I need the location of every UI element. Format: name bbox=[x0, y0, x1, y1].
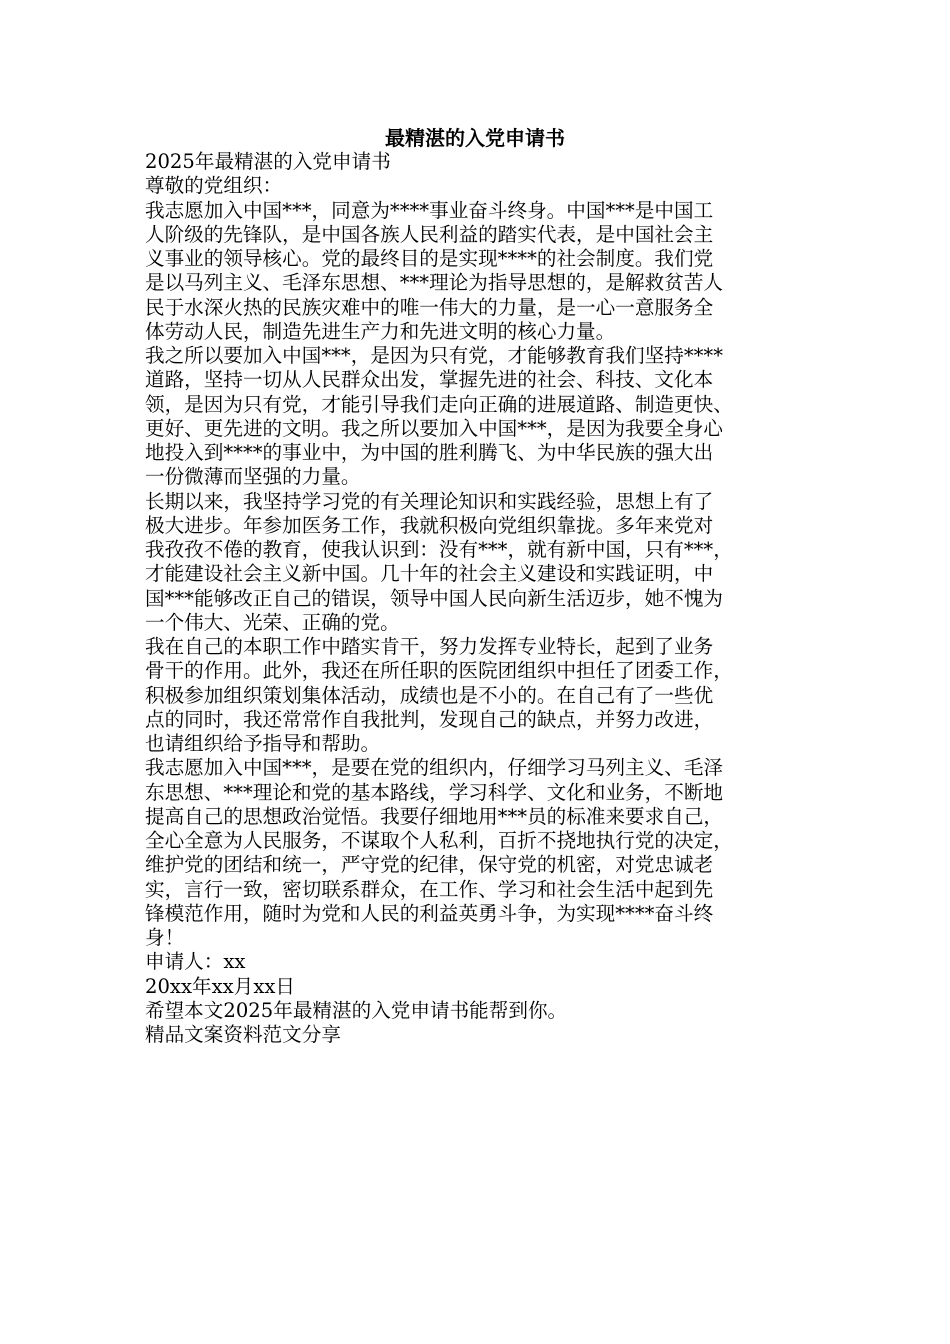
body-line: 2025年最精湛的入党申请书 bbox=[145, 150, 391, 173]
body-line: 锋模范作用，随时为党和人民的利益英勇斗争，为实现****奋斗终 bbox=[145, 901, 714, 925]
body-line: 我在自己的本职工作中踏实肯干，努力发挥专业特长，起到了业务 bbox=[145, 635, 714, 658]
body-line: 我志愿加入中国***，是要在党的组织内，仔细学习马列主义、毛泽 bbox=[145, 756, 724, 780]
body-line: 申请人：xx bbox=[145, 950, 246, 974]
body-line: 义事业的领导核心。党的最终目的是实现****的社会制度。我们党 bbox=[145, 247, 714, 270]
body-line: 人阶级的先锋队，是中国各族人民利益的踏实代表，是中国社会主 bbox=[145, 222, 714, 246]
body-line: 长期以来，我坚持学习党的有关理论知识和实践经验，思想上有了 bbox=[145, 489, 714, 513]
body-line: 是以马列主义、毛泽东思想、***理论为指导思想的，是解救贫苦人 bbox=[145, 271, 724, 295]
body-line: 才能建设社会主义新中国。几十年的社会主义建设和实践证明，中 bbox=[145, 562, 714, 586]
body-line: 更好、更先进的文明。我之所以要加入中国***，是因为我要全身心 bbox=[145, 416, 724, 440]
body-line: 尊敬的党组织： bbox=[145, 174, 283, 198]
body-line: 极大进步。年参加医务工作，我就积极向党组织靠拢。多年来党对 bbox=[145, 513, 714, 537]
body-line: 道路，坚持一切从人民群众出发，掌握先进的社会、科技、文化本 bbox=[145, 368, 714, 392]
body-line: 点的同时，我还常常作自我批判，发现自己的缺点，并努力改进， bbox=[145, 707, 714, 731]
body-line: 20xx年xx月xx日 bbox=[145, 974, 296, 998]
body-line: 精品文案资料范文分享 bbox=[145, 1023, 341, 1046]
body-line: 我志愿加入中国***，同意为****事业奋斗终身。中国***是中国工 bbox=[145, 198, 714, 222]
body-line: 全心全意为人民服务，不谋取个人私利，百折不挠地执行党的决定， bbox=[145, 829, 733, 852]
body-line: 领，是因为只有党，才能引导我们走向正确的进展道路、制造更快、 bbox=[145, 392, 733, 416]
body-line: 我孜孜不倦的教育，使我认识到：没有***，就有新中国，只有***， bbox=[145, 538, 733, 561]
body-line: 体劳动人民，制造先进生产力和先进文明的核心力量。 bbox=[145, 319, 616, 343]
body-line: 也请组织给予指导和帮助。 bbox=[145, 732, 381, 755]
body-line: 地投入到****的事业中，为中国的胜利腾飞、为中华民族的强大出 bbox=[145, 441, 714, 464]
body-line: 国***能够改正自己的错误，领导中国人民向新生活迈步，她不愧为 bbox=[145, 586, 724, 610]
body-line: 东思想、***理论和党的基本路线，学习科学、文化和业务，不断地 bbox=[145, 780, 724, 804]
body-line: 民于水深火热的民族灾难中的唯一伟大的力量，是一心一意服务全 bbox=[145, 295, 714, 319]
body-line: 积极参加组织策划集体活动，成绩也是不小的。在自己有了一些优 bbox=[145, 683, 714, 707]
body-line: 提高自己的思想政治觉悟。我要仔细地用***员的标准来要求自己， bbox=[145, 804, 724, 828]
body-line: 身！ bbox=[145, 926, 185, 949]
body-line: 维护党的团结和统一，严守党的纪律，保守党的机密，对党忠诚老 bbox=[145, 853, 714, 877]
document-title: 最精湛的入党申请书 bbox=[385, 126, 565, 150]
body-line: 骨干的作用。此外，我还在所任职的医院团组织中担任了团委工作， bbox=[145, 659, 733, 683]
body-line: 一份微薄而坚强的力量。 bbox=[145, 465, 361, 489]
body-line: 希望本文2025年最精湛的入党申请书能帮到你。 bbox=[145, 998, 568, 1022]
body-line: 一个伟大、光荣、正确的党。 bbox=[145, 610, 400, 634]
body-line: 我之所以要加入中国***，是因为只有党，才能够教育我们坚持**** bbox=[145, 344, 724, 367]
body-line: 实，言行一致，密切联系群众，在工作、学习和社会生活中起到先 bbox=[145, 877, 714, 901]
